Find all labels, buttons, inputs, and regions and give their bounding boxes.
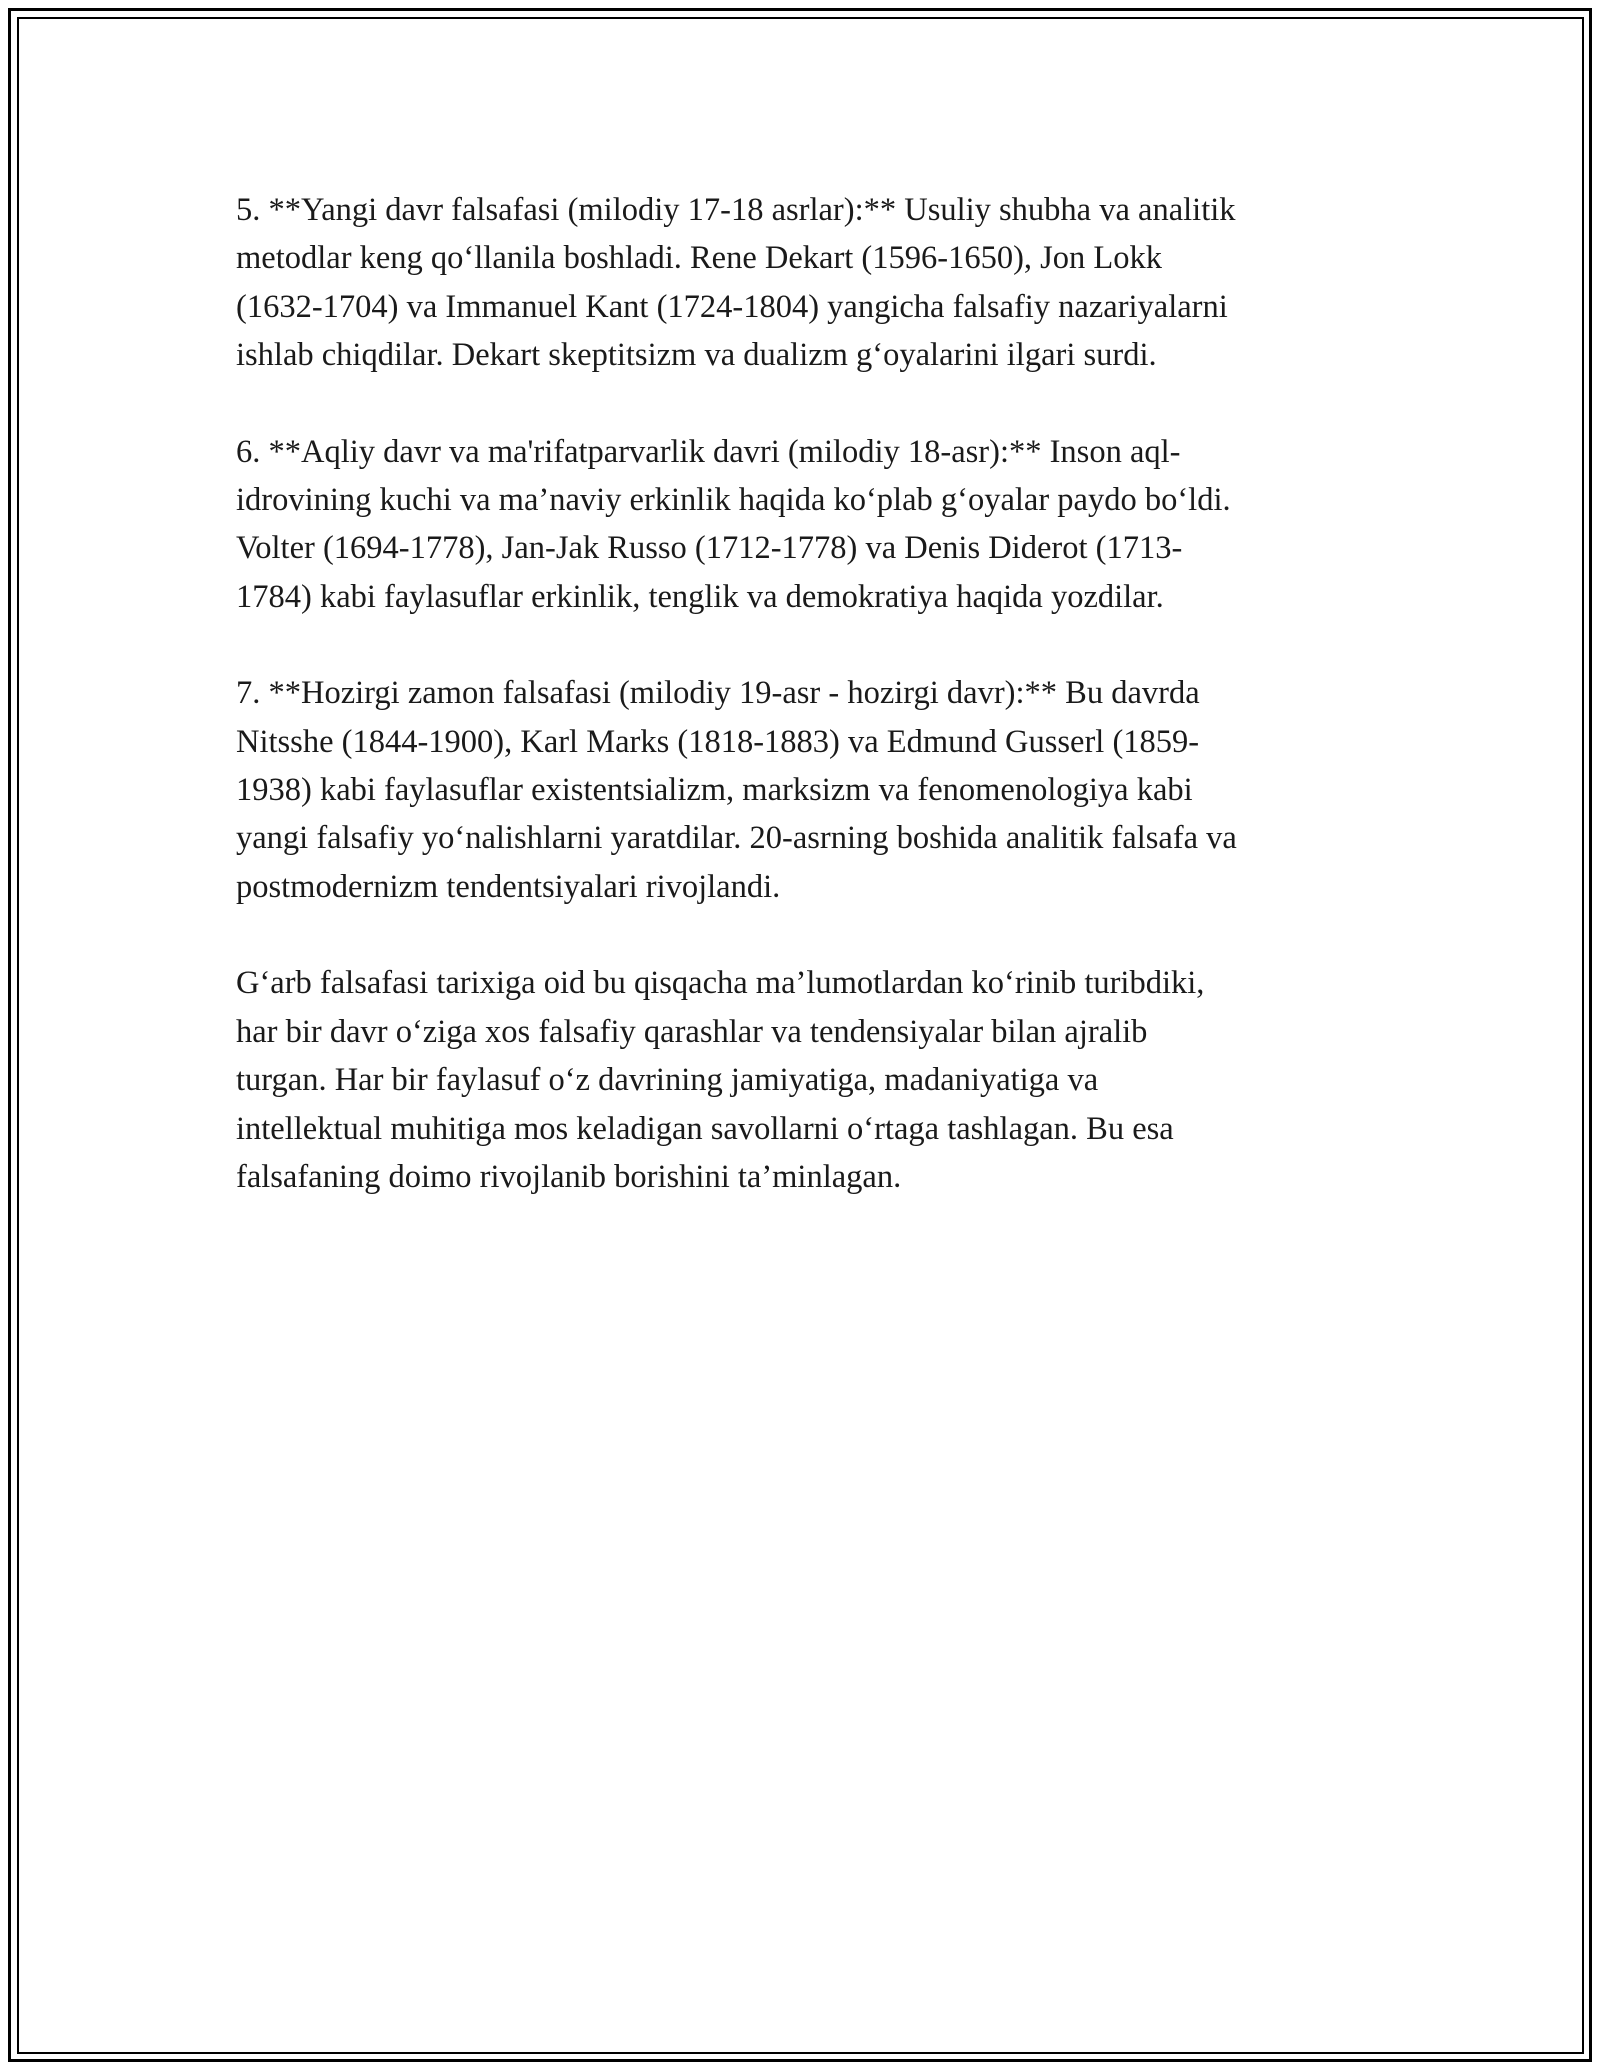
paragraph-enlightenment: [236, 428, 1376, 622]
text-line: Volter (1694-1778), Jan-Jak Russo (1712-1778) va Denis Diderot (1713-: [236, 530, 1183, 567]
text-line: 5. **Yangi davr falsafasi (milodiy 17-18 asrlar):** Usuliy shubha va analitik: [236, 192, 1236, 228]
text-line: G‘arb falsafasi tarixiga oid bu qisqacha ma’lumotlardan ko‘rinib turibdiki,: [236, 965, 1205, 1002]
text-line: postmodernizm tendentsiyalari rivojlandi.: [236, 868, 781, 905]
paragraph-modern-philosophy: [236, 186, 1376, 380]
text-line: Nitsshe (1844-1900), Karl Marks (1818-1883) va Edmund Gusserl (1859-: [236, 723, 1200, 760]
text-line: turgan. Har bir faylasuf o‘z davrining jamiyatiga, madaniyatiga va: [236, 1062, 1099, 1099]
text-line: metodlar keng qo‘llanila boshladi. Rene Dekart (1596-1650), Jon Lokk: [236, 240, 1163, 277]
text-line: 1938) kabi faylasuflar existentsializm, marksizm va fenomenologiya kabi: [236, 772, 1193, 809]
text-line: 6. **Aqliy davr va ma'rifatparvarlik davri (milodiy 18-asr):** Inson aql-: [236, 433, 1181, 470]
text-line: 1784) kabi faylasuflar erkinlik, tenglik va demokratiya haqida yozdilar.: [236, 578, 1164, 615]
text-line: yangi falsafiy yo‘nalishlarni yaratdilar. 20-asrning boshida analitik falsafa va: [236, 820, 1237, 857]
paragraph-contemporary-philosophy: [236, 669, 1376, 911]
text-line: intellektual muhitiga mos keladigan savollarni o‘rtaga tashlagan. Bu esa: [236, 1110, 1174, 1147]
text-line: ishlab chiqdilar. Dekart skeptitsizm va dualizm g‘oyalarini ilgari surdi.: [236, 337, 1157, 374]
text-line: falsafaning doimo rivojlanib borishini ta’minlagan.: [236, 1158, 902, 1195]
paragraph-conclusion: [236, 959, 1376, 1201]
text-line: 7. **Hozirgi zamon falsafasi (milodiy 19-asr - hozirgi davr):** Bu davrda: [236, 675, 1200, 712]
document-body: [236, 186, 1376, 1249]
text-line: (1632-1704) va Immanuel Kant (1724-1804) yangicha falsafiy nazariyalarni: [236, 288, 1228, 325]
text-line: har bir davr o‘ziga xos falsafiy qarashlar va tendensiyalar bilan ajralib: [236, 1013, 1148, 1050]
text-line: idrovining kuchi va ma’naviy erkinlik haqida ko‘plab g‘oyalar paydo bo‘ldi.: [236, 482, 1231, 519]
